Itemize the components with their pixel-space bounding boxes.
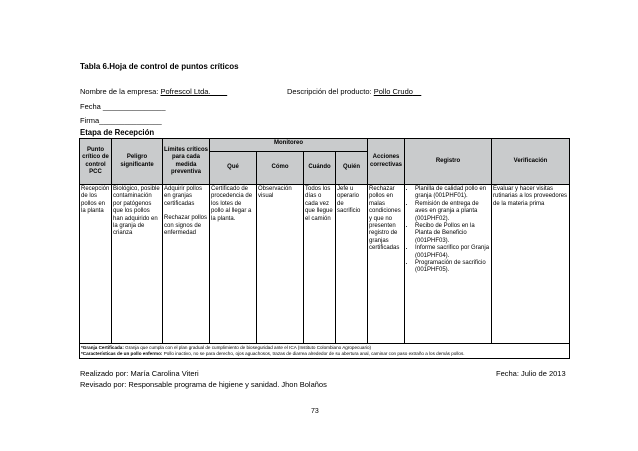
cell-punto: Recepción de los pollos en la planta [80,185,112,344]
cell-registro [405,185,492,344]
revisado-por: Revisado por: Responsable programa de higiene y sanidad. Jhon Bolaños [80,380,327,389]
header-registro: Registro [405,139,492,185]
table-title: Tabla 6.Hoja de control de puntos críticos [80,62,239,71]
critical-points-table [79,138,570,359]
registro-item: • Remisión de entrega de aves en granja a planta (001PHF02). [415,201,490,223]
footnote-pollo-enfermo: *Características de un pollo enfermo: Pollo inactivo, no se para derecho, ojos aguachosos, trazas de diarrea alrededor de su abertura anal, caminar con paso extraño a los demás pollos. [81,351,465,356]
header-que: Qué [210,152,257,185]
page-number: 73 [311,408,319,415]
cell-verificacion: Evaluar y hacer visitas rutinarias a los proveedores de la materia prima [492,185,570,344]
footnote-granja: *Granja Certificada: Granja que cumpla con el plan gradual de cumplimiento de bioseguridad ante el ICA (Instituto Colombiano Agropecuario) [81,345,372,350]
registro-item: • Informe sacrifico por Granja (001PHF04). [415,245,490,260]
fecha-line: Fecha _______________ [80,102,166,111]
footnotes [80,344,570,359]
fecha-documento: Fecha: Julio de 2013 [496,369,566,378]
registro-item: • Recibo de Pollos en la Planta de Beneficio (001PHF03). [415,223,490,245]
header-peligro: Peligro significante [112,139,163,185]
cell-cuando: Todos los días o cada vez que llegue el camión [304,185,336,344]
company-label: Nombre de la empresa: [80,87,159,96]
firma-line: Firma_______________ [80,116,162,125]
cell-acciones: Rechazar pollos en malas condiciones y que no presenten registro de granjas certificadas [368,185,405,344]
limite-b: Rechazar pollos con signos de enfermedad [164,215,208,237]
limite-a: Adquirir pollos en granjas certificadas [164,186,203,207]
product-line [287,87,421,96]
cell-que: Certificado de procedencia de los lotes de pollo al llegar a la planta. [210,185,257,344]
stage-heading: Etapa de Recepción [80,128,155,137]
product-label: Descripción del producto: [287,87,372,96]
cell-peligro: Biológico, posible contaminación por patógenos que los pollos han adquirido en la granja de crianza [112,185,163,344]
company-value: Pofrescol Ltda. [160,87,211,96]
header-como: Cómo [257,152,304,185]
cell-quien: Jefe u operario de sacrificio [336,185,368,344]
registro-item: • Planilla de calidad pollo en granja (001PHF01). [415,186,490,201]
registro-item: • Programación de sacrificio (001PHF05). [415,260,490,275]
header-monitoreo: Monitoreo [210,139,368,152]
header-limites: Límites críticos para cada medida preventiva [163,139,210,185]
realizado-por: Realizado por: María Carolina Viteri [80,369,199,378]
registro-list [406,186,490,275]
company-line [80,87,227,96]
product-value: Pollo Crudo [373,87,413,96]
cell-como: Observación visual [257,185,304,344]
cell-limites [163,185,210,344]
header-verificacion: Verificación [492,139,570,185]
header-acciones: Acciones correctivas [368,139,405,185]
header-cuando: Cuándo [304,152,336,185]
header-quien: Quién [336,152,368,185]
header-punto: Punto crítico de control PCC [80,139,112,185]
